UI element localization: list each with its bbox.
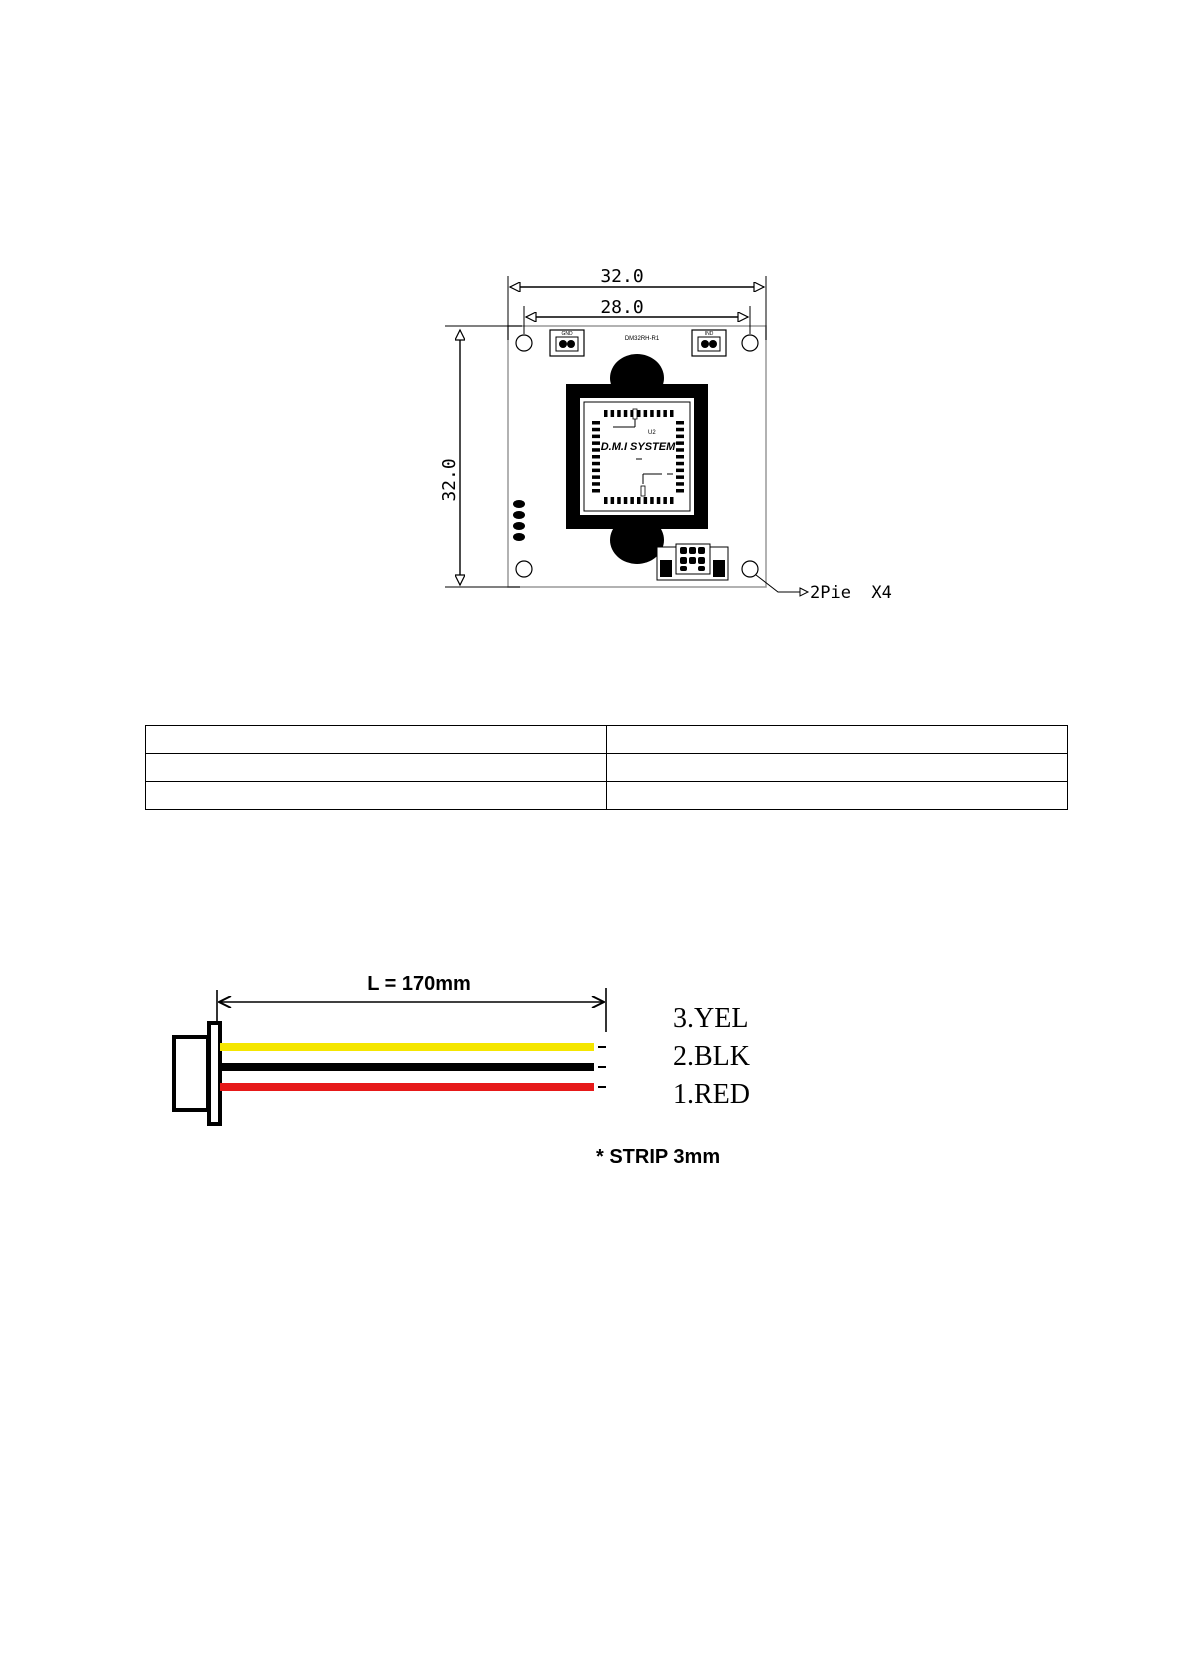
connector-top-left-label: GND: [561, 331, 573, 337]
ic-pin: [611, 497, 615, 504]
ic-pin: [644, 410, 648, 417]
ic-pin: [592, 421, 600, 425]
silk-brand-label: D.M.I SYSTEM: [600, 441, 676, 453]
ic-pin: [592, 462, 600, 466]
silk-part-number: DM32RH-R1: [624, 336, 660, 342]
connector-top-left: [550, 330, 584, 356]
ic-pin: [676, 482, 684, 486]
ic-pin: [676, 475, 684, 479]
ic-pin: [592, 435, 600, 439]
ic-pin: [657, 410, 661, 417]
mounting-hole: [516, 561, 532, 577]
hole-callout-label: 2Pie X4: [810, 583, 892, 603]
ic-pin: [592, 489, 600, 493]
wire-label-red: 1.RED: [673, 1079, 750, 1110]
ic-body: [600, 417, 676, 497]
ic-pin: [676, 448, 684, 452]
ic-pin: [676, 441, 684, 445]
ic-pin: [592, 448, 600, 452]
ic-pin: [676, 489, 684, 493]
pcb-dimension-drawing: [0, 0, 1188, 640]
ic-pin: [676, 428, 684, 432]
ic-pin: [676, 469, 684, 473]
cable-connector-housing: [174, 1037, 208, 1110]
ic-pin: [624, 497, 628, 504]
connector-top-right: [692, 330, 726, 356]
table-cell: [146, 782, 607, 810]
ic-pin: [676, 455, 684, 459]
ic-pin: [604, 497, 608, 504]
ic-pin: [663, 410, 667, 417]
mounting-hole: [742, 561, 758, 577]
ic-pin: [617, 497, 621, 504]
cable-connector-flange: [209, 1023, 220, 1124]
ic-pin: [676, 421, 684, 425]
ic-pin: [670, 497, 674, 504]
spec-table: [145, 725, 1068, 810]
ic-pin: [644, 497, 648, 504]
table-row: [146, 782, 1068, 810]
table-cell: [146, 726, 607, 754]
ic-pin: [592, 428, 600, 432]
table-cell: [146, 754, 607, 782]
connector-top-right-label: IND: [704, 331, 714, 337]
mounting-hole: [742, 335, 758, 351]
dim-hole-spacing-label: 28.0: [600, 297, 644, 318]
ic-pin: [657, 497, 661, 504]
ic-pin: [592, 482, 600, 486]
ic-pin: [650, 410, 654, 417]
ic-pin: [650, 497, 654, 504]
wire-label-yel: 3.YEL: [673, 1003, 749, 1034]
ic-pin: [637, 497, 641, 504]
table-cell: [607, 726, 1068, 754]
ic-pin: [637, 410, 641, 417]
mounting-hole: [516, 335, 532, 351]
table-cell: [607, 754, 1068, 782]
wire-label-blk: 2.BLK: [673, 1041, 750, 1072]
ic-pin: [592, 475, 600, 479]
ic-pin: [617, 410, 621, 417]
ic-pin: [624, 410, 628, 417]
ic-pin: [592, 469, 600, 473]
ic-pin: [670, 410, 674, 417]
ic-pin: [611, 410, 615, 417]
ic-pin: [676, 462, 684, 466]
table-row: [146, 726, 1068, 754]
ic-pin: [676, 435, 684, 439]
ic-pin: [592, 441, 600, 445]
hole-callout-arrow: [800, 588, 808, 596]
ic-pin: [592, 455, 600, 459]
dim-height-label: 32.0: [439, 458, 460, 502]
ic-pin: [663, 497, 667, 504]
ic-ref-label: U2: [648, 430, 656, 436]
connector-bottom: [657, 544, 728, 580]
cable-length-label: L = 170mm: [367, 973, 471, 995]
ic-pin: [630, 497, 634, 504]
strip-note: * STRIP 3mm: [596, 1146, 721, 1168]
table-cell: [607, 782, 1068, 810]
ic-pin: [604, 410, 608, 417]
table-row: [146, 754, 1068, 782]
dim-outer-width-label: 32.0: [600, 266, 644, 287]
